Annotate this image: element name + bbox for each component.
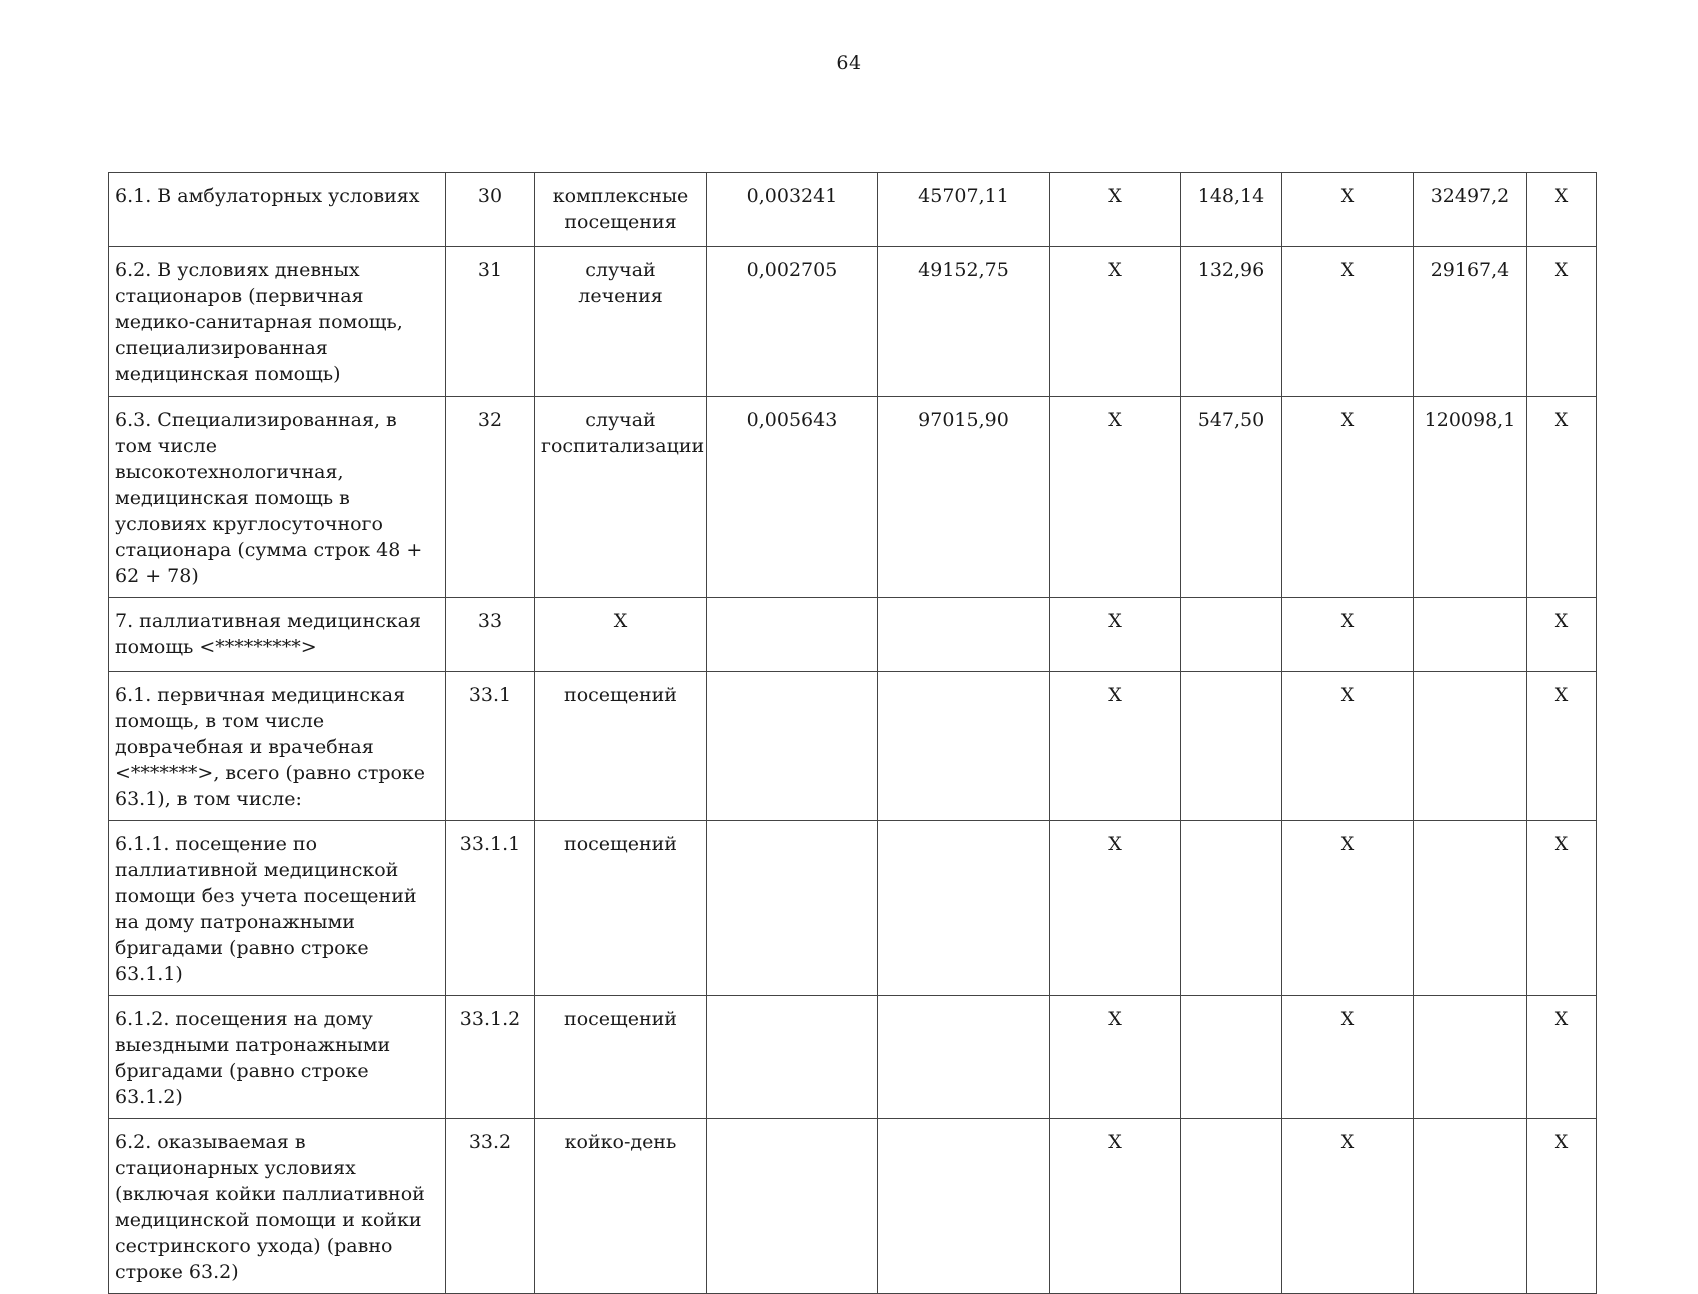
total-oms-cell: [1414, 996, 1527, 1119]
standard-volume-cell: 0,002705: [707, 247, 878, 397]
per-capita-budget-cell: X: [1050, 996, 1181, 1119]
unit-cost-cell: [878, 996, 1050, 1119]
total-percent-cell: X: [1527, 672, 1597, 821]
row-label-cell: 7. паллиативная медицинская помощь <*********>: [109, 598, 446, 672]
row-number-cell: 30: [446, 173, 535, 247]
unit-cost-cell: [878, 598, 1050, 672]
standard-volume-cell: 0,005643: [707, 397, 878, 598]
row-number-cell: 33: [446, 598, 535, 672]
total-budget-cell: X: [1282, 247, 1414, 397]
total-percent-cell: X: [1527, 173, 1597, 247]
total-oms-cell: 29167,4: [1414, 247, 1527, 397]
total-percent-cell: X: [1527, 996, 1597, 1119]
unit-cell: посещений: [535, 672, 707, 821]
per-capita-oms-cell: [1181, 672, 1282, 821]
per-capita-oms-cell: 132,96: [1181, 247, 1282, 397]
per-capita-budget-cell: X: [1050, 598, 1181, 672]
standard-volume-cell: [707, 1119, 878, 1294]
row-number-cell: 32: [446, 397, 535, 598]
unit-cost-cell: [878, 821, 1050, 996]
total-percent-cell: X: [1527, 247, 1597, 397]
unit-cost-cell: [878, 672, 1050, 821]
standard-volume-cell: [707, 821, 878, 996]
total-percent-cell: X: [1527, 1119, 1597, 1294]
standard-volume-cell: [707, 672, 878, 821]
total-oms-cell: [1414, 1119, 1527, 1294]
total-budget-cell: X: [1282, 672, 1414, 821]
total-oms-cell: [1414, 821, 1527, 996]
standard-volume-cell: [707, 996, 878, 1119]
table-row: [109, 1119, 1597, 1294]
row-label-cell: 6.1. В амбулаторных условиях: [109, 173, 446, 247]
row-number-cell: 33.1.1: [446, 821, 535, 996]
standard-volume-cell: 0,003241: [707, 173, 878, 247]
table-row: [109, 598, 1597, 672]
per-capita-budget-cell: X: [1050, 672, 1181, 821]
unit-cell: койко-день: [535, 1119, 707, 1294]
row-number-cell: 31: [446, 247, 535, 397]
row-number-cell: 33.2: [446, 1119, 535, 1294]
per-capita-oms-cell: 547,50: [1181, 397, 1282, 598]
total-oms-cell: 120098,1: [1414, 397, 1527, 598]
row-label-cell: 6.1.1. посещение по паллиативной медицинской помощи без учета посещений на дому патронажными бригадами (равно строке 63.1.1): [109, 821, 446, 996]
unit-cost-cell: 97015,90: [878, 397, 1050, 598]
per-capita-budget-cell: X: [1050, 173, 1181, 247]
page-number: 64: [836, 52, 862, 74]
per-capita-budget-cell: X: [1050, 1119, 1181, 1294]
total-budget-cell: X: [1282, 996, 1414, 1119]
total-oms-cell: [1414, 598, 1527, 672]
total-percent-cell: X: [1527, 821, 1597, 996]
unit-cell: посещений: [535, 821, 707, 996]
per-capita-budget-cell: X: [1050, 247, 1181, 397]
row-label-cell: 6.1.2. посещения на дому выездными патронажными бригадами (равно строке 63.1.2): [109, 996, 446, 1119]
per-capita-budget-cell: X: [1050, 821, 1181, 996]
total-budget-cell: X: [1282, 397, 1414, 598]
table-row: [109, 672, 1597, 821]
unit-cell: посещений: [535, 996, 707, 1119]
table-row: [109, 247, 1597, 397]
total-budget-cell: X: [1282, 821, 1414, 996]
row-label-cell: 6.3. Специализированная, в том числе высокотехнологичная, медицинская помощь в условиях круглосуточного стационара (сумма строк 48 + 62 + 78): [109, 397, 446, 598]
table-row: [109, 821, 1597, 996]
unit-cost-cell: 45707,11: [878, 173, 1050, 247]
total-budget-cell: X: [1282, 598, 1414, 672]
row-label-cell: 6.2. В условиях дневных стационаров (первичная медико-санитарная помощь, специализированная медицинская помощь): [109, 247, 446, 397]
row-number-cell: 33.1.2: [446, 996, 535, 1119]
per-capita-oms-cell: 148,14: [1181, 173, 1282, 247]
unit-cell: X: [535, 598, 707, 672]
total-budget-cell: X: [1282, 1119, 1414, 1294]
total-percent-cell: X: [1527, 397, 1597, 598]
unit-cost-cell: [878, 1119, 1050, 1294]
total-oms-cell: [1414, 672, 1527, 821]
row-number-cell: 33.1: [446, 672, 535, 821]
data-table: [108, 172, 1597, 1294]
table-body: [109, 173, 1597, 1294]
total-budget-cell: X: [1282, 173, 1414, 247]
total-oms-cell: 32497,2: [1414, 173, 1527, 247]
standard-volume-cell: [707, 598, 878, 672]
per-capita-oms-cell: [1181, 996, 1282, 1119]
unit-cell: комплексные посещения: [535, 173, 707, 247]
row-label-cell: 6.1. первичная медицинская помощь, в том числе доврачебная и врачебная <*******>, всего (равно строке 63.1), в том числе:: [109, 672, 446, 821]
total-percent-cell: X: [1527, 598, 1597, 672]
table-row: [109, 397, 1597, 598]
per-capita-oms-cell: [1181, 1119, 1282, 1294]
per-capita-budget-cell: X: [1050, 397, 1181, 598]
per-capita-oms-cell: [1181, 821, 1282, 996]
table-row: [109, 996, 1597, 1119]
table-row: [109, 173, 1597, 247]
unit-cell: случай госпитализации: [535, 397, 707, 598]
row-label-cell: 6.2. оказываемая в стационарных условиях (включая койки паллиативной медицинской помощи и койки сестринского ухода) (равно строке 63.2): [109, 1119, 446, 1294]
unit-cell: случай лечения: [535, 247, 707, 397]
unit-cost-cell: 49152,75: [878, 247, 1050, 397]
per-capita-oms-cell: [1181, 598, 1282, 672]
